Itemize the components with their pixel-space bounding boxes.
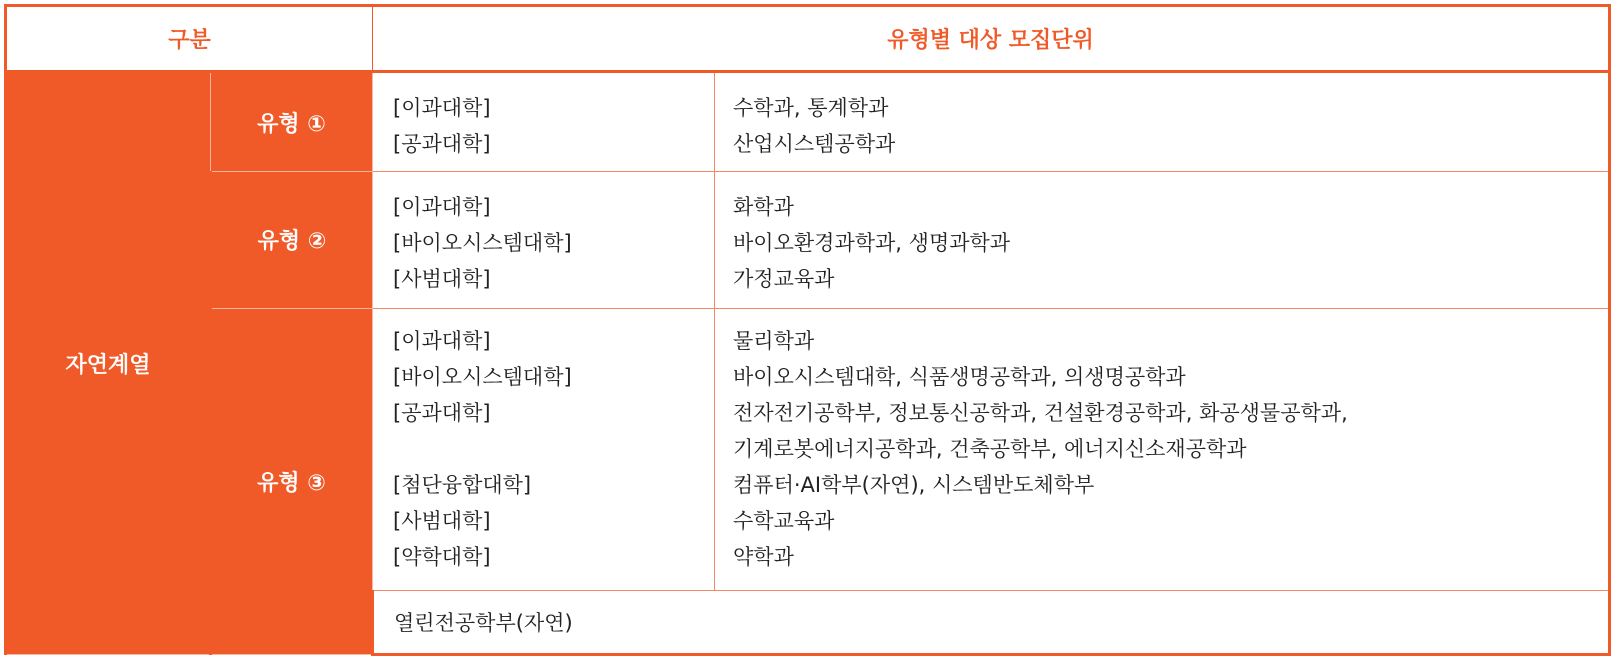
department-line: 물리학과 <box>733 328 815 353</box>
college-name: [바이오시스템대학] <box>393 231 572 256</box>
type-3-label: 유형 ③ <box>211 308 373 654</box>
college-name: [이과대학] <box>393 195 491 220</box>
department-line: 화학과 <box>733 195 794 220</box>
type-1-label: 유형 ① <box>211 72 373 172</box>
type-2-departments <box>715 172 1610 309</box>
department-line: 바이오환경과학과, 생명과학과 <box>733 231 1011 256</box>
college-name: [첨단융합대학] <box>393 472 532 497</box>
type-2-colleges <box>373 172 715 309</box>
type-3-departments <box>715 308 1610 590</box>
header-units: 유형별 대상 모집단위 <box>373 6 1610 72</box>
department-line: 컴퓨터·AI학부(자연), 시스템반도체학부 <box>733 472 1095 497</box>
college-name: [사범대학] <box>393 508 491 533</box>
group-natural-sciences: 자연계열 <box>6 72 211 655</box>
admission-units-table <box>4 4 1611 656</box>
department-line: 전자전기공학부, 정보통신공학과, 건설환경공학과, 화공생물공학과, <box>733 400 1348 425</box>
type-2-label: 유형 ② <box>211 172 373 309</box>
department-line: 기계로봇에너지공학과, 건축공학부, 에너지신소재공학과 <box>733 436 1247 461</box>
department-line: 가정교육과 <box>733 267 835 292</box>
header-category: 구분 <box>6 6 373 72</box>
department-line: 수학과, 통계학과 <box>733 96 889 121</box>
department-line: 약학과 <box>733 544 794 569</box>
type-1-colleges <box>373 72 715 172</box>
department-line: 산업시스템공학과 <box>733 132 896 157</box>
open-major-row: 열린전공학부(자연) <box>373 590 1610 654</box>
type-1-departments <box>715 72 1610 172</box>
college-name: [공과대학] <box>393 400 491 425</box>
department-line: 수학교육과 <box>733 508 835 533</box>
college-name: [공과대학] <box>393 132 491 157</box>
college-name: [이과대학] <box>393 96 491 121</box>
college-name: [약학대학] <box>393 544 491 569</box>
college-name: [바이오시스템대학] <box>393 364 572 389</box>
college-name: [사범대학] <box>393 267 491 292</box>
college-name: [이과대학] <box>393 328 491 353</box>
department-line: 바이오시스템대학, 식품생명공학과, 의생명공학과 <box>733 364 1186 389</box>
type-3-colleges <box>373 308 715 590</box>
college-name <box>393 431 714 467</box>
